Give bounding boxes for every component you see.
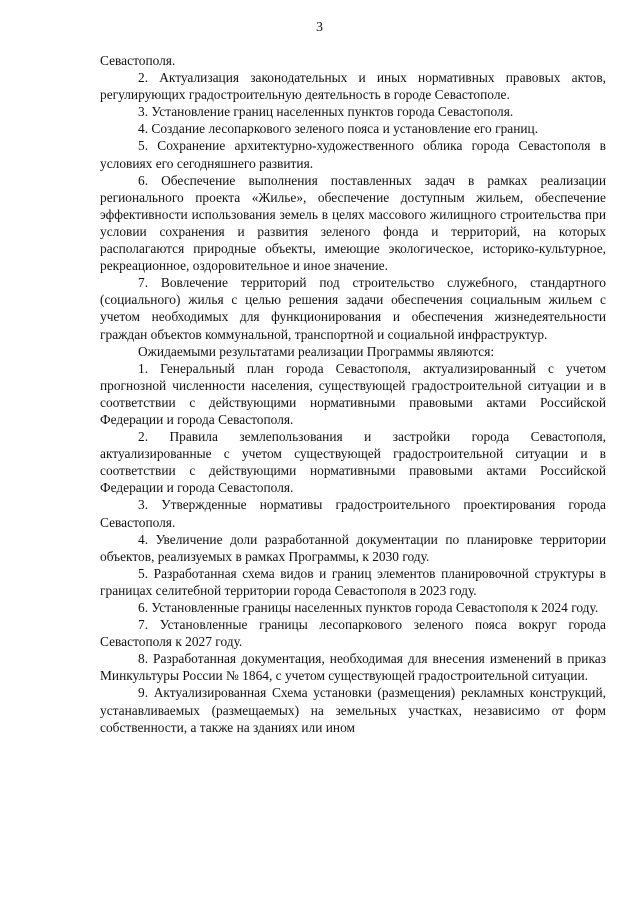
paragraph-result-7: 7. Установленные границы лесопаркового зеленого пояса вокруг города Севастополя к 2027 году. — [100, 617, 606, 650]
page-number: 3 — [316, 20, 323, 35]
paragraph-results-intro: Ожидаемыми результатами реализации Программы являются: — [138, 343, 495, 359]
paragraph-task-6: 6. Обеспечение выполнения поставленных задач в рамках реализации регионального проекта «Жилье», обеспечение доступным жильем, обеспечение эффективности использования земель в целях массового жилищного строительства при условии сохранения и развития зеленого фонда и территорий, на которых располагаются природные объекты, имеющие экологическое, историко-культурное, рекреационное, оздоровительное и иное значение. — [100, 172, 606, 274]
paragraph-task-7: 7. Вовлечение территорий под строительство служебного, стандартного (социального) жилья с целью решения задачи обеспечения социальным жильем с учетом необходимых для функционирования и обеспечения жизнедеятельности граждан объектов коммунальной, транспортной и социальной инфраструктур. — [100, 275, 606, 342]
paragraph-result-6: 6. Установленные границы населенных пунктов города Севастополя к 2024 году. — [138, 600, 599, 615]
paragraph-result-4: 4. Увеличение доли разработанной документации по планировке территории объектов, реализуемых в рамках Программы, к 2030 году. — [100, 531, 606, 564]
paragraph-task-4: 4. Создание лесопаркового зеленого пояса и установление его границ. — [138, 121, 539, 137]
paragraph-result-2: 2. Правила землепользования и застройки города Севастополя, актуализированные с учетом существующей градостроительной ситуации и в соответствии с действующими нормативными правовыми актами Российской Федерации и города Севастополя. — [100, 429, 606, 496]
paragraph-result-8: 8. Разработанная документация, необходимая для внесения изменений в приказ Минкультуры России № 1864, с учетом существующей градостроительной ситуации. — [100, 651, 606, 684]
paragraph-task-2: 2. Актуализация законодательных и иных нормативных правовых актов, регулирующих градостроительную деятельность в городе Севастополе. — [100, 70, 606, 103]
paragraph-task-3: 3. Установление границ населенных пунктов города Севастополя. — [138, 104, 514, 120]
document-body — [100, 52, 606, 736]
paragraph-result-3: 3. Утвержденные нормативы градостроительного проектирования города Севастополя. — [100, 497, 606, 530]
paragraph-result-5: 5. Разработанная схема видов и границ элементов планировочной структуры в границах селитебной территории города Севастополя в 2023 году. — [100, 565, 606, 598]
paragraph-result-9: 9. Актуализированная Схема установки (размещения) рекламных конструкций, устанавливаемых (размещаемых) на земельных участках, независимо от форм собственности, а также на зданиях или ином — [100, 685, 606, 735]
paragraph-continuation: Севастополя. — [100, 53, 176, 68]
paragraph-task-5: 5. Сохранение архитектурно-художественного облика города Севастополя в условиях его сегодняшнего развития. — [100, 138, 606, 171]
paragraph-result-1: 1. Генеральный план города Севастополя, актуализированный с учетом прогнозной численности населения, существующей градостроительной ситуации и в соответствии с действующими нормативными правовыми актами Российской Федерации и города Севастополя. — [100, 360, 606, 427]
